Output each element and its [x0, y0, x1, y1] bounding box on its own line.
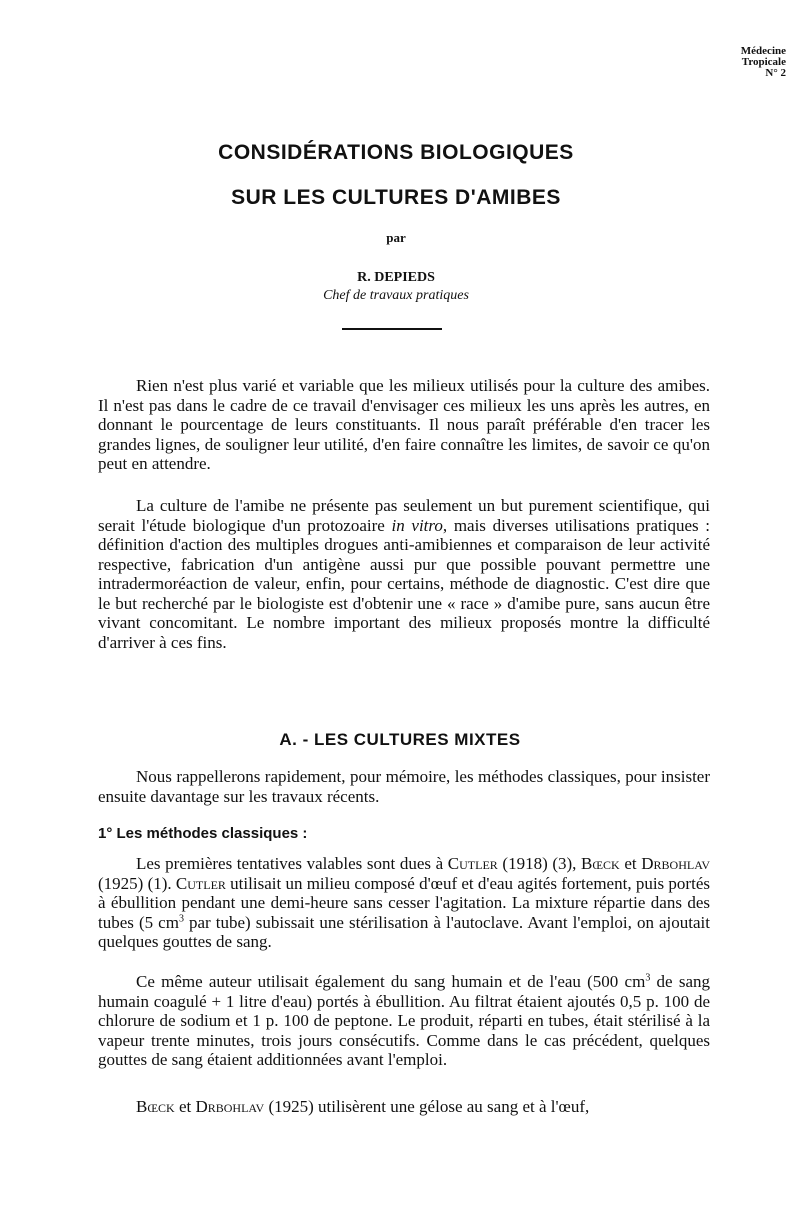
text-run: et — [619, 854, 642, 873]
text-run: utilisait un milieu composé d'œuf et d'eau agités fortement, puis portés à ébullition pendant une demi-heure sans cesser l'agitation. La mixture répartie dans des tubes (5 cm — [98, 873, 710, 932]
text-run: par tube) subissait une stérilisation à l'autoclave. Avant l'emploi, on ajoutait quelques gouttes de sang. — [98, 912, 710, 951]
section-paragraph-3 — [98, 972, 710, 1070]
intro-paragraph-1 — [98, 376, 710, 474]
section-paragraph-1 — [98, 767, 710, 806]
author-citation: Drbohlav — [641, 854, 710, 873]
paragraph-text — [98, 1097, 710, 1117]
paragraph-text — [98, 496, 710, 652]
author-citation: Cutler — [447, 854, 498, 873]
section-paragraph-4 — [98, 1097, 710, 1117]
paragraph-text: Nous rappellerons rapidement, pour mémoire, les méthodes classiques, pour insister ensuite davantage sur les travaux récents. — [98, 767, 710, 806]
paragraph-text — [98, 972, 710, 1070]
section-paragraph-2 — [98, 854, 710, 952]
journal-issue: N° 2 — [765, 67, 786, 79]
text-run: (1925) (1). — [98, 873, 176, 893]
article-title-line-2: SUR LES CULTURES D'AMIBES — [231, 186, 561, 209]
superscript: 3 — [645, 972, 651, 984]
author-citation: Cutler — [175, 873, 226, 893]
subsection-heading: 1° Les méthodes classiques : — [98, 825, 308, 842]
text-run: Les premières tentatives valables sont dues à — [136, 854, 448, 873]
author-name: R. DEPIEDS — [357, 270, 435, 285]
text-run: (1925) utilisèrent une gélose au sang et à l'œuf, — [264, 1097, 590, 1116]
text-run: (1918) (3), — [497, 854, 582, 873]
text-run: Ce même auteur utilisait également du sang humain et de l'eau (500 cm — [136, 972, 646, 991]
text-run: de sang humain coagulé + 1 litre d'eau) portés à ébullition. Au filtrat étaient ajoutés 0,5 p. 100 de chlorure de sodium et 1 p. 100 de peptone. Le produit, réparti en tubes, était stérilisé à la vapeur trente minutes, trois jours consécutifs. Comme dans le cas précédent, quelques gouttes de sang étaient additionnées avant l'emploi. — [98, 972, 710, 1069]
text-run: , mais diverses utilisations pratiques : définition d'action des multiples drogues anti-amibiennes et comparaison de leur activité respective, fabrication d'un antigène aussi pur que possible pouvant permettre une intradermoréaction de valeur, enfin, pour certains, méthode de diagnostic. C'est dire que le but recherché par le biologiste est d'obtenir une « race » d'amibe pure, sans aucun être vivant concomitant. Le nombre important des milieux proposés montre la difficulté d'arriver à ces fins. — [98, 515, 711, 652]
text-run: et — [174, 1097, 196, 1116]
author-citation: Drbohlav — [195, 1097, 265, 1116]
paragraph-text — [98, 854, 710, 952]
superscript: 3 — [178, 912, 184, 924]
by-label: par — [386, 230, 406, 245]
journal-line-2: Tropicale — [741, 56, 786, 68]
title-divider — [342, 328, 442, 330]
text-run: La culture de l'amibe ne présente pas seulement un but purement scientifique, qui serait l'étude biologique d'un protozoaire — [98, 496, 710, 535]
author-citation: Bœck — [581, 854, 620, 873]
journal-line-1: Médecine — [740, 45, 786, 57]
author-citation: Bœck — [136, 1097, 175, 1116]
journal-label — [741, 46, 786, 79]
section-heading: A. - LES CULTURES MIXTES — [279, 730, 521, 749]
intro-paragraph-2 — [98, 496, 710, 652]
article-title-line-1: CONSIDÉRATIONS BIOLOGIQUES — [218, 141, 574, 164]
paragraph-text: Rien n'est plus varié et variable que les milieux utilisés pour la culture des amibes. Il n'est pas dans le cadre de ce travail d'envisager ces milieux les uns après les autres, en donnant le pourcentage de leurs constituants. Il nous paraît préférable d'en tracer les grandes lignes, de souligner leur utilité, d'en faire connaître les limites, de savoir ce qu'on peut en attendre. — [98, 376, 710, 473]
author-role: Chef de travaux pratiques — [323, 288, 469, 303]
italic-term: in vitro — [391, 515, 443, 535]
